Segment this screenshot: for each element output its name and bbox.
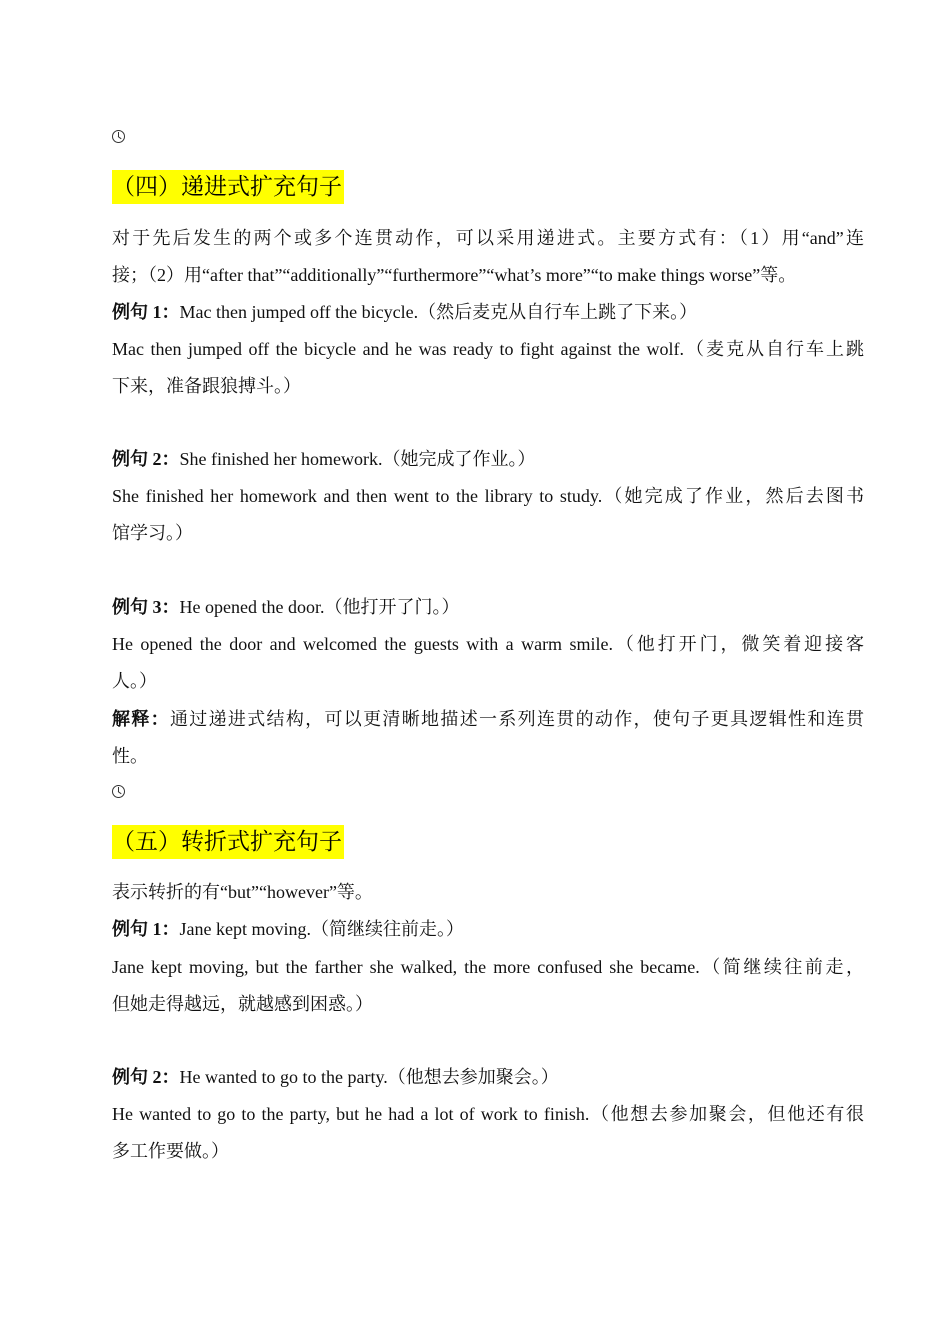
section-5-example-1 [112, 918, 864, 940]
section-5-example-1-expanded-line-1: Jane kept moving, but the farther she walked, the more confused she became.（简继续往前走， [112, 957, 864, 977]
example-label: 例句 3： [112, 597, 180, 617]
section-4-example-3-expanded-line-2: 人。） [112, 671, 157, 691]
section-4-example-3-expanded-line-1: He opened the door and welcomed the guests with a warm smile.（他打开门，微笑着迎接客 [112, 634, 864, 654]
section-5-example-2-expanded-line-1: He wanted to go to the party, but he had a lot of work to finish.（他想去参加聚会，但他还有很 [112, 1104, 864, 1124]
explanation-text: 通过递进式结构，可以更清晰地描述一系列连贯的动作，使句子更具逻辑性和连贯 [169, 709, 865, 729]
section-4-example-2-expanded-line-2: 馆学习。） [112, 523, 193, 543]
section-4-explanation-line-1 [112, 708, 864, 730]
section-4-example-1-expanded-line-1: Mac then jumped off the bicycle and he was ready to fight against the wolf.（麦克从自行车上跳 [112, 339, 864, 359]
example-short: Jane kept moving.（简继续往前走。） [179, 919, 464, 939]
section-4-intro-line-2: 接；（2）用“after that”“additionally”“furthermore”“what’s more”“to make things worse”等。 [112, 265, 797, 285]
clock-icon [112, 130, 125, 143]
section-4-intro-line-1: 对于先后发生的两个或多个连贯动作，可以采用递进式。主要方式有：（1）用“and”连 [112, 228, 864, 248]
section-4-explanation-line-2: 性。 [112, 746, 148, 766]
example-short: He opened the door.（他打开了门。） [179, 597, 460, 617]
example-label: 例句 2： [112, 449, 180, 469]
section-5-example-2-expanded-line-2: 多工作要做。） [112, 1141, 229, 1161]
section-5-example-1-expanded-line-2: 但她走得越远，就越感到困惑。） [112, 994, 373, 1014]
explanation-label: 解释： [112, 709, 170, 729]
clock-icon [112, 785, 125, 798]
section-4-example-2-expanded-line-1: She finished her homework and then went to the library to study.（她完成了作业，然后去图书 [112, 486, 864, 506]
example-label: 例句 2： [112, 1067, 180, 1087]
example-short: Mac then jumped off the bicycle.（然后麦克从自行车上跳了下来。） [179, 302, 698, 322]
example-short: She finished her homework.（她完成了作业。） [179, 449, 536, 469]
section-5-example-2 [112, 1066, 864, 1088]
section-4-example-2 [112, 448, 864, 470]
example-short: He wanted to go to the party.（他想去参加聚会。） [179, 1067, 559, 1087]
example-label: 例句 1： [112, 919, 180, 939]
section-5-heading: （五）转折式扩充句子 [112, 825, 344, 859]
section-4-example-3 [112, 596, 864, 618]
section-4-example-1 [112, 301, 864, 323]
section-4-example-1-expanded-line-2: 下来，准备跟狼搏斗。） [112, 376, 301, 396]
example-label: 例句 1： [112, 302, 180, 322]
section-4-heading: （四）递进式扩充句子 [112, 170, 344, 204]
section-5-intro: 表示转折的有“but”“however”等。 [112, 882, 373, 902]
